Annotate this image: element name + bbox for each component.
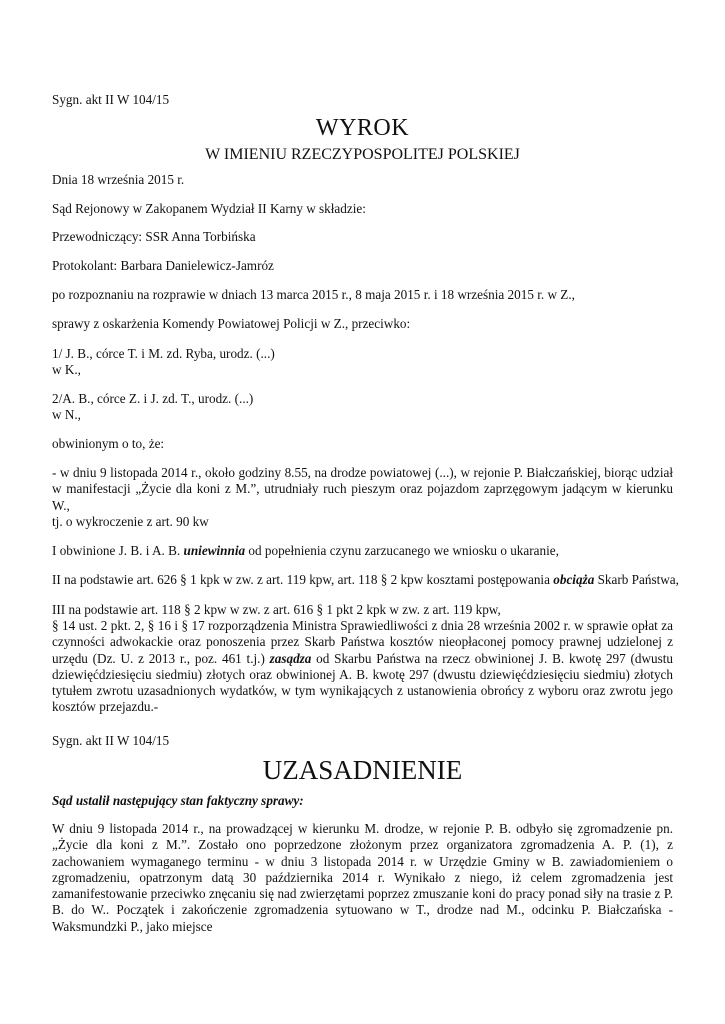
prosecution-line: sprawy z oskarżenia Komendy Powiatowej Policji w Z., przeciwko:	[52, 316, 411, 331]
case-signature: Sygn. akt II W 104/15	[52, 92, 170, 107]
justification-signature: Sygn. akt II W 104/15	[52, 733, 170, 748]
charge-description: - w dniu 9 listopada 2014 r., około godziny 8.55, na drodze powiatowej (...), w rejonie P. Białczańskiej, biorąc udział w manifestacji „Życie dla koni z M.”, utrudniały ruch pieszym oraz pojazdom zaprzęgowym jadącym w kierunku W.,	[52, 465, 673, 513]
accused-1-line-2: w K.,	[52, 362, 81, 377]
judgment-subtitle: W IMIENIU RZECZYPOSPOLITEJ POLSKIEJ	[205, 146, 520, 163]
point-1-text-end: od popełnienia czynu zarzucanego we wniosku o ukaranie,	[245, 543, 559, 558]
point-2-text-end: Skarb Państwa,	[594, 572, 679, 587]
offense-article: tj. o wykroczenie z art. 90 kw	[52, 514, 209, 529]
facts-heading: Sąd ustalił następujący stan faktyczny sprawy:	[52, 793, 304, 808]
point-2-decision: obciąża	[553, 572, 595, 587]
judgment-title: WYROK	[315, 115, 410, 141]
court-composition: Sąd Rejonowy w Zakopanem Wydział II Karny w składzie:	[52, 201, 366, 216]
verdict-point-3-body	[52, 618, 673, 716]
facts-paragraph: W dniu 9 listopada 2014 r., na prowadzącej w kierunku M. drodze, w rejonie P. B. odbyło się zgromadzenie pn. „Życie dla koni z M.”. Zostało ono poprzedzone złożonym przez organizatora zgromadzenia A. P. (1), z zachowaniem wymaganego terminu - w dniu 3 listopada 2014 r. w Urzędzie Gminy w B. zawiadomieniem o zgromadzeniu, opatrzonym datą 30 października 2014 r. Wynikało z niego, iż celem zgromadzenia jest zamanifestowanie przeciwko znęcaniu się nad zwierzętami poprzez zmuszanie koni do pracy ponad siły na trasie z P. B. do W.. Początek i zakończenie zgromadzenia sytuowano w T., drodze nad M., odcinku P. Białczańska - Waksmundzki P., jako miejsce	[52, 821, 673, 934]
presiding-judge: Przewodniczący: SSR Anna Torbińska	[52, 229, 256, 244]
verdict-point-2	[52, 572, 679, 588]
accused-1-line-1: 1/ J. B., córce T. i M. zd. Ryba, urodz. (...)	[52, 346, 275, 361]
point-3-text-end: od Skarbu Państwa na rzecz obwinionej J. B. kwotę 297 (dwustu dziewięćdziesięciu siedmiu) złotych oraz obwinionej A. B. kwotę 297 (dwustu dziewięćdziesięciu siedmiu) złotych tytułem zwrotu uzasadnionych wydatków, w tym wynikających z ustanowienia obrońcy z wyboru oraz zwrotu jego kosztów przejazdu.-	[52, 650, 673, 715]
point-1-decision: uniewinnia	[183, 543, 246, 558]
accused-2-line-2: w N.,	[52, 407, 81, 422]
point-3-text-start: § 14 ust. 2 pkt. 2, § 16 i § 17 rozporządzenia Ministra Sprawiedliwości z dnia 28 września 2002 r. w sprawie opłat za czynności adwokackie oraz ponoszenia przez Skarb Państwa kosztów nieopłaconej pomocy prawnej udzielonej z urzędu (Dz. U. z 2013 r., poz. 461 t.j.)	[52, 618, 673, 666]
verdict-point-1	[52, 543, 559, 559]
point-1-text-start: I obwinione J. B. i A. B.	[52, 543, 184, 558]
court-clerk: Protokolant: Barbara Danielewicz-Jamróz	[52, 258, 274, 273]
verdict-point-3-line-1: III na podstawie art. 118 § 2 kpw w zw. z art. 616 § 1 pkt 2 kpk w zw. z art. 119 kpw,	[52, 602, 501, 617]
charged-with: obwinionym o to, że:	[52, 436, 165, 451]
justification-title: UZASADNIENIE	[262, 755, 463, 785]
accused-2-line-1: 2/A. B., córce Z. i J. zd. T., urodz. (...)	[52, 391, 254, 406]
point-3-decision: zasądza	[269, 650, 312, 666]
judgment-date: Dnia 18 września 2015 r.	[52, 172, 185, 187]
point-2-text-start: II na podstawie art. 626 § 1 kpk w zw. z art. 119 kpw, art. 118 § 2 kpw kosztami postępowania	[52, 572, 554, 587]
hearing-dates: po rozpoznaniu na rozprawie w dniach 13 marca 2015 r., 8 maja 2015 r. i 18 września 2015 r. w Z.,	[52, 287, 575, 302]
